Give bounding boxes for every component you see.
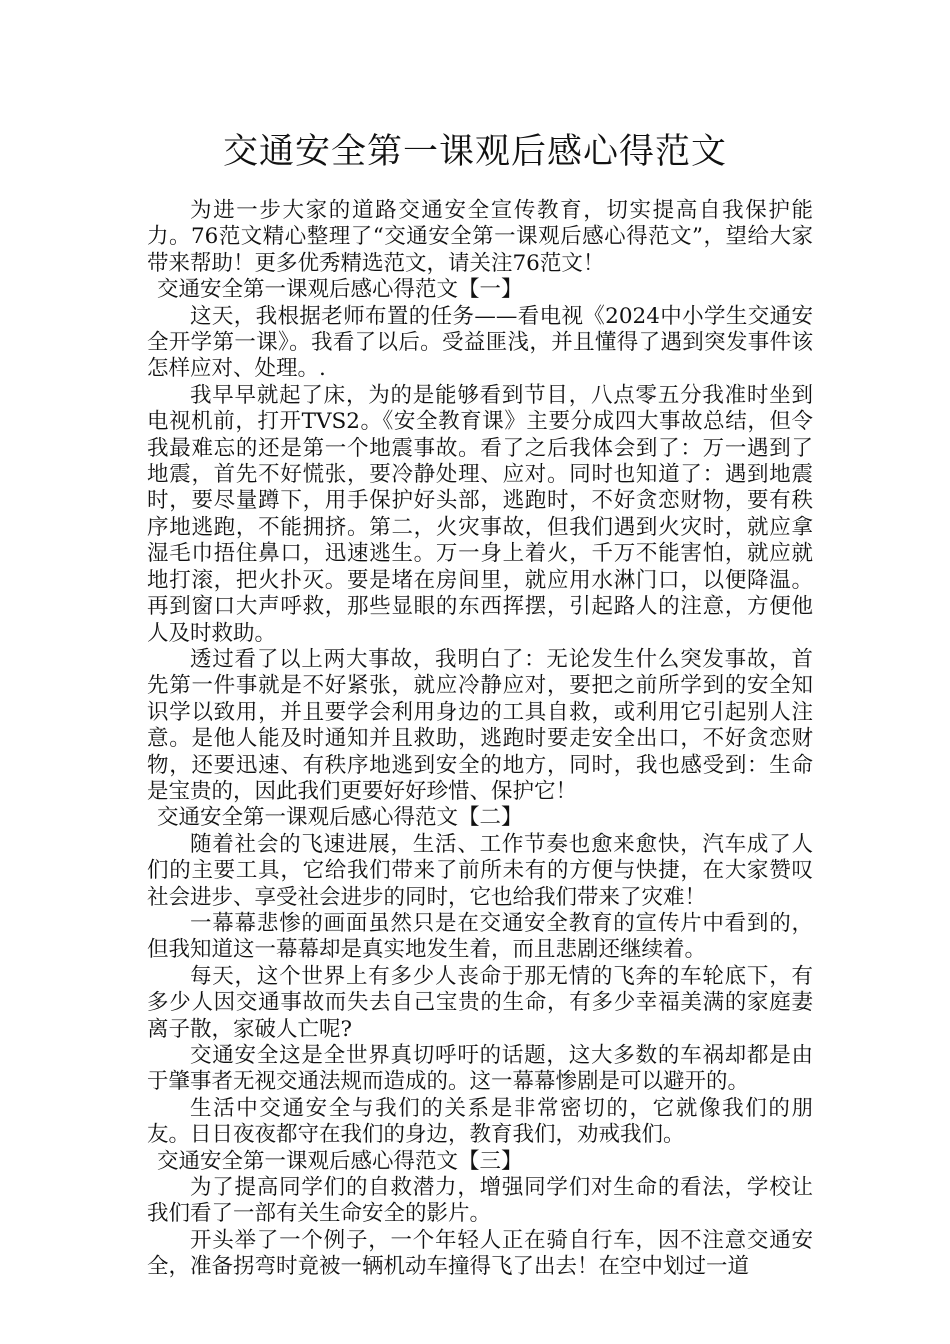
section-heading: 交通安全第一课观后感心得范文【一】 — [157, 277, 523, 303]
section-heading: 交通安全第一课观后感心得范文【二】 — [157, 805, 523, 831]
body-paragraph: 一幕幕悲惨的画面虽然只是在交通安全教育的宣传片中看到的，但我知道这一幕幕却是真实地发生着，而且悲剧还继续着。 — [147, 910, 813, 963]
body-paragraph: 透过看了以上两大事故，我明白了：无论发生什么突发事故，首先第一件事就是不好紧张，就应冷静应对，要把之前所学到的安全知识学以致用，并且要学会利用身边的工具自救，或利用它引起别人注意。是他人能及时通知并且救助，逃跑时要走安全出口，不好贪恋财物，还要迅速、有秩序地逃到安全的地方，同时，我也感受到：生命是宝贵的，因此我们更要好好珍惜、保护它！ — [147, 646, 813, 804]
intro-paragraph: 为进一步大家的道路交通安全宣传教育，切实提高自我保护能力。76范文精心整理了“交通安全第一课观后感心得范文”，望给大家带来帮助！更多优秀精选范文，请关注76范文！ — [147, 198, 813, 276]
body-paragraph: 我早早就起了床，为的是能够看到节目，八点零五分我准时坐到电视机前，打开TVS2。《安全教育课》主要分成四大事故总结，但令我最难忘的还是第一个地震事故。看了之后我体会到了：万一遇到了地震，首先不好慌张，要冷静处理、应对。同时也知道了：遇到地震时，要尽量蹲下，用手保护好头部，逃跑时，不好贪恋财物，要有秩序地逃跑，不能拥挤。第二，火灾事故，但我们遇到火灾时，就应拿湿毛巾捂住鼻口，迅速逃生。万一身上着火，千万不能害怕，就应就地打滚，把火扑灭。要是堵在房间里，就应用水淋门口，以便降温。再到窗口大声呼救，那些显眼的东西挥摆，引起路人的注意，方便他人及时救助。 — [147, 382, 813, 646]
document-body — [147, 198, 813, 1281]
body-paragraph: 交通安全这是全世界真切呼吁的话题，这大多数的车祸却都是由于肇事者无视交通法规而造成的。这一幕幕惨剧是可以避开的。 — [147, 1043, 813, 1095]
body-paragraph: 每天，这个世界上有多少人丧命于那无情的飞奔的车轮底下，有多少人因交通事故而失去自己宝贵的生命，有多少幸福美满的家庭妻离子散，家破人亡呢? — [147, 963, 813, 1042]
section-heading: 交通安全第一课观后感心得范文【三】 — [157, 1148, 523, 1174]
body-paragraph: 生活中交通安全与我们的关系是非常密切的，它就像我们的朋友。日日夜夜都守在我们的身边，教育我们，劝戒我们。 — [147, 1095, 813, 1148]
body-paragraph: 随着社会的飞速进展，生活、工作节奏也愈来愈快，汽车成了人们的主要工具，它给我们带来了前所未有的方便与快捷，在大家赞叹社会进步、享受社会进步的同时，它也给我们带来了灾难！ — [147, 831, 813, 910]
page-title: 交通安全第一课观后感心得范文 — [222, 132, 727, 172]
body-paragraph: 为了提高同学们的自救潜力，增强同学们对生命的看法，学校让我们看了一部有关生命安全的影片。 — [147, 1175, 813, 1227]
body-paragraph: 这天，我根据老师布置的任务——看电视《2024中小学生交通安全开学第一课》。我看了以后。受益匪浅，并且懂得了遇到突发事件该怎样应对、处理。. — [147, 303, 813, 382]
body-paragraph: 开头举了一个例子，一个年轻人正在骑自行车，因不注意交通安全，准备拐弯时竟被一辆机动车撞得飞了出去！在空中划过一道 — [147, 1227, 813, 1280]
